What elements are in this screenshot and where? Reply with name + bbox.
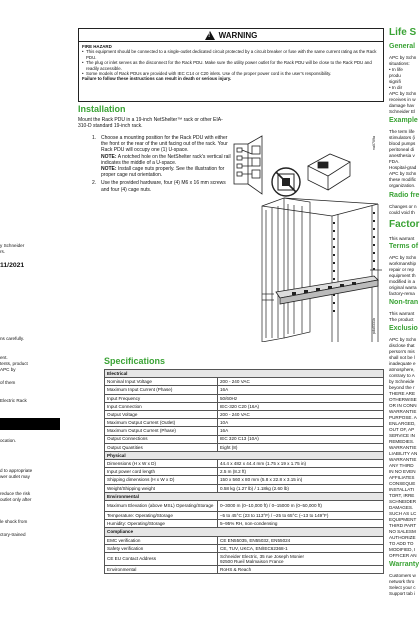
spec-value: 50/60Hz bbox=[218, 394, 384, 402]
right-column-text: situations: bbox=[389, 61, 410, 66]
right-column-text: REMEDIES. bbox=[389, 439, 415, 444]
warning-header bbox=[79, 29, 383, 42]
cage-nut-detail bbox=[234, 136, 262, 194]
right-column-heading: Example bbox=[389, 117, 418, 124]
right-column-text: organization. bbox=[389, 183, 416, 188]
right-column-text: contrary to A bbox=[389, 373, 415, 378]
right-page-column bbox=[388, 0, 420, 640]
spec-value: Eight (8) bbox=[218, 443, 384, 451]
right-column-text: WARRANTIE bbox=[389, 457, 417, 462]
right-column-text: MODIFIED, I bbox=[389, 547, 416, 552]
right-column-text: workmanship bbox=[389, 261, 417, 266]
spec-label: Humidity: Operating/Storage bbox=[105, 520, 218, 528]
cage-nut-correct-icon bbox=[308, 154, 350, 190]
right-column-text: OTHERWISE bbox=[389, 397, 417, 402]
spec-row bbox=[105, 435, 384, 443]
warning-bullet: • Some models of Rack PDUs are provided with IEC C14 or C20 inlets. Use of the proper power cord is the user's responsibility. bbox=[82, 71, 380, 76]
left-column-text: ocation. bbox=[0, 438, 17, 443]
right-column-text: APC by Schn bbox=[389, 91, 417, 96]
left-column-text: 11/2021 bbox=[0, 262, 25, 269]
spec-value: 200 - 240 VAC bbox=[218, 378, 384, 386]
right-column-text: peritoneal di bbox=[389, 147, 415, 152]
spec-value: Schneider Electric, 35 rue Joseph Monier 92500 Rueil Malmaison France bbox=[218, 552, 384, 565]
spec-value: CE EN55035, EN55032, EN55024 bbox=[218, 536, 384, 544]
right-column-text: modified in a bbox=[389, 279, 416, 284]
spec-row bbox=[105, 410, 384, 418]
spec-label: Temperature: Operating/Storage bbox=[105, 512, 218, 520]
right-column-heading: General bbox=[389, 43, 416, 50]
spec-value: 2.5 m (8.2 ft) bbox=[218, 468, 384, 476]
rack-installation-illustration bbox=[232, 106, 382, 342]
note-text: A notched hole on the NetShelter rack's vertical rail indicates the middle of a U-space. bbox=[101, 153, 231, 166]
right-column-text: Customers w bbox=[389, 573, 416, 578]
right-column-text: THERE ARE bbox=[389, 391, 416, 396]
right-column-text: produ bbox=[389, 73, 401, 78]
right-column-text: damage hav bbox=[389, 103, 415, 108]
spec-value: 0.58 kg (1.27 lb) / 1.18kg (2.60 lb) bbox=[218, 484, 384, 492]
spec-label: Shipping dimensions (H x W x D) bbox=[105, 476, 218, 484]
right-column-text: CONSEQUE bbox=[389, 481, 416, 486]
left-column-text: reduce the risk bbox=[0, 491, 31, 496]
right-column-text: The term life bbox=[389, 129, 415, 134]
right-column-text: OUT OF, AP bbox=[389, 427, 415, 432]
spec-row bbox=[105, 536, 384, 544]
right-column-text: The product bbox=[389, 317, 414, 322]
right-column-text: blood pumps bbox=[389, 141, 416, 146]
right-column-text: ANY THIRD bbox=[389, 463, 414, 468]
spec-label: Maximum Output Current (Outlet) bbox=[105, 419, 218, 427]
spec-label: Input power cord length bbox=[105, 468, 218, 476]
right-column-text: This warrant bbox=[389, 311, 415, 316]
step-1 bbox=[92, 135, 232, 178]
spec-row bbox=[105, 460, 384, 468]
right-column-text: Hospital-grad bbox=[389, 165, 417, 170]
spec-row bbox=[105, 552, 384, 565]
spec-row bbox=[105, 468, 384, 476]
right-column-text: by Schneide bbox=[389, 379, 415, 384]
spec-label: Output Quantities bbox=[105, 443, 218, 451]
left-column-text: y Schneider bbox=[0, 243, 25, 248]
spec-row bbox=[105, 378, 384, 386]
right-column-text: equipment th bbox=[389, 273, 416, 278]
warning-bullet: • This equipment should be connected to a single-outlet dedicated circuit protected by a circuit breaker or fuse with the same current rating as the Rack PDU. bbox=[82, 49, 380, 60]
spec-section-row bbox=[105, 451, 384, 459]
spec-label: Maximum Output Current (Phase) bbox=[105, 427, 218, 435]
hazard-label: FIRE HAZARD bbox=[82, 44, 112, 49]
right-column-heading: Terms of bbox=[389, 243, 419, 250]
left-column-text: APC by bbox=[0, 367, 16, 372]
spec-value: 5–95% RH, non-condensing bbox=[218, 520, 384, 528]
right-column-text: INSTALLATI bbox=[389, 487, 415, 492]
spec-row bbox=[105, 386, 384, 394]
rail-holes bbox=[333, 212, 375, 312]
warning-bullet: • The plug or inlet serves as the disconnect for the Rack PDU. Make sure the utility power outlet for the Rack PDU will be close to the Rack PDU and readily accessible. bbox=[82, 60, 380, 71]
spec-row bbox=[105, 443, 384, 451]
spec-section-label: Environmental bbox=[105, 492, 384, 500]
cage-nut-orientation-icon bbox=[272, 168, 300, 196]
step-text: Use the provided hardware, four (4) M6 x 16 mm screws and four (4) cage nuts. bbox=[101, 180, 226, 193]
right-column-text: signifi bbox=[389, 79, 401, 84]
left-column-text: ns carefully. bbox=[0, 336, 25, 341]
spec-section-label: Electrical bbox=[105, 370, 384, 378]
right-column-text: AFFILIATES bbox=[389, 475, 415, 480]
spec-label: Output Connections bbox=[105, 435, 218, 443]
left-column-text: rs. bbox=[0, 249, 6, 254]
right-column-text: beyond the r bbox=[389, 385, 415, 390]
right-column-text: LIABILITY AN bbox=[389, 451, 418, 456]
right-column-text: • In dir bbox=[389, 85, 403, 90]
left-column-text: Electric Rack bbox=[0, 398, 27, 403]
rack-frame bbox=[262, 198, 378, 342]
right-column-text: person's mis bbox=[389, 349, 415, 354]
right-column-text: APC by Schn bbox=[389, 55, 417, 60]
right-column-text: TO ADD TO bbox=[389, 541, 414, 546]
right-column-text: atmosphere, bbox=[389, 367, 415, 372]
spec-label: Weight/Shipping weight bbox=[105, 484, 218, 492]
spec-value: 10A bbox=[218, 419, 384, 427]
spec-row bbox=[105, 484, 384, 492]
right-column-text: shall not be l bbox=[389, 355, 415, 360]
spec-value: RoHS & Reach bbox=[218, 565, 384, 573]
spec-row bbox=[105, 419, 384, 427]
warning-title: WARNING bbox=[218, 30, 258, 40]
right-column-text: This warrant bbox=[389, 236, 415, 241]
rack-pdu-strip bbox=[276, 276, 378, 304]
right-column-text: Select your c bbox=[389, 585, 416, 590]
right-column-text: WARRANTIE bbox=[389, 409, 417, 414]
figure-code: na0709a bbox=[372, 136, 376, 150]
warning-triangle-icon: ! bbox=[205, 31, 215, 40]
figure-code: pdu0331b bbox=[372, 318, 376, 334]
spec-section-row bbox=[105, 370, 384, 378]
right-column-text: repair or rep bbox=[389, 267, 415, 272]
right-column-text: DAMAGES. bbox=[389, 505, 414, 510]
right-column-text: AUTHORIZE bbox=[389, 535, 416, 540]
note-label: NOTE: bbox=[101, 153, 117, 160]
warning-box bbox=[78, 28, 384, 102]
spec-value: CE, TUV, UKCA, EN/IEC62368-1 bbox=[218, 544, 384, 552]
spec-label: Safety verification bbox=[105, 544, 218, 552]
step-text: Choose a mounting position for the Rack PDU with either the front or the rear of the unit facing out of the rack. Your Rack PDU will occupy one (1) U-space. bbox=[101, 135, 228, 154]
installation-steps bbox=[92, 135, 232, 195]
spec-value: –5 to 45°C (23 to 113°F) / –25 to 65°C (–13 to 149°F) bbox=[218, 512, 384, 520]
right-column-heading: Non-tran bbox=[389, 299, 419, 306]
right-column-text: SERVICE IN bbox=[389, 433, 415, 438]
right-column-text: network thro bbox=[389, 579, 415, 584]
right-column-text: PURPOSE. A bbox=[389, 415, 417, 420]
spec-row bbox=[105, 520, 384, 528]
spec-row bbox=[105, 476, 384, 484]
installation-intro: Mount the Rack PDU in a 19-inch NetShelter™ rack or other EIA-310-D standard 19-inch rack. bbox=[78, 117, 223, 130]
spec-label: Output Voltage bbox=[105, 410, 218, 418]
right-column-text: THIRD PART bbox=[389, 523, 417, 528]
specifications-table bbox=[104, 369, 384, 574]
left-column-text: wer outlet may bbox=[0, 474, 30, 479]
spec-section-row bbox=[105, 528, 384, 536]
right-column-text: EQUIPMENT bbox=[389, 517, 417, 522]
spec-section-row bbox=[105, 492, 384, 500]
spec-label: CE EU Contact Address bbox=[105, 552, 218, 565]
left-column-text: of them bbox=[0, 380, 16, 385]
spec-row bbox=[105, 512, 384, 520]
spec-value: 200 - 240 VAC bbox=[218, 410, 384, 418]
right-column-text: anesthesia v bbox=[389, 153, 415, 158]
spec-label: Maximum Input Current (Phase) bbox=[105, 386, 218, 394]
left-column-text: tents, product bbox=[0, 361, 28, 366]
spec-label: Input Connection bbox=[105, 402, 218, 410]
left-column-text: ent. bbox=[0, 355, 8, 360]
right-column-text: OR IN CONN bbox=[389, 403, 417, 408]
right-column-text: these modific bbox=[389, 177, 417, 182]
spec-row bbox=[105, 394, 384, 402]
right-column-text: OFFICER AN bbox=[389, 553, 417, 558]
spec-row bbox=[105, 501, 384, 512]
left-column-text: d to appropriate bbox=[0, 468, 33, 473]
spec-value: 0–3000 m (0–10,000 ft) / 0–15000 m (0–50,000 ft) bbox=[218, 501, 384, 512]
left-column-text: le shock from bbox=[0, 519, 28, 524]
spec-row bbox=[105, 565, 384, 573]
right-column-text: TORT, IRRE bbox=[389, 493, 415, 498]
right-column-text: original warra bbox=[389, 285, 417, 290]
step-2 bbox=[92, 180, 232, 192]
spec-label: Dimensions (H x W x D) bbox=[105, 460, 218, 468]
spec-label: Input Frequency bbox=[105, 394, 218, 402]
spec-label: Maximum Elevation (above MSL) Operating/Storage bbox=[105, 501, 218, 512]
right-column-text: Changes or n bbox=[389, 204, 417, 209]
right-column-text: inadequate e bbox=[389, 361, 416, 366]
spec-label: EMC verification bbox=[105, 536, 218, 544]
right-column-text: stimulators (i bbox=[389, 135, 416, 140]
spec-label: Nominal Input Voltage bbox=[105, 378, 218, 386]
right-column-text: factory-rema bbox=[389, 291, 415, 296]
right-column-text: WARRANTIE bbox=[389, 445, 417, 450]
spec-section-label: Compliance bbox=[105, 528, 384, 536]
spec-row bbox=[105, 544, 384, 552]
left-page-column bbox=[0, 0, 60, 640]
right-column-heading: Exclusio bbox=[389, 325, 418, 332]
right-column-text: SUCH AS LC bbox=[389, 511, 417, 516]
right-column-text: IN NO EVEN bbox=[389, 469, 416, 474]
warning-body bbox=[79, 42, 383, 84]
specifications-heading: Specifications bbox=[104, 356, 166, 366]
right-column-text: ENLARGED, bbox=[389, 421, 416, 426]
spec-value: 150 x 560 x 80 mm (5.8 x 22.8 x 3.15 in) bbox=[218, 476, 384, 484]
right-column-heading: Warranty bbox=[389, 561, 420, 568]
right-column-text: could void th bbox=[389, 210, 415, 215]
black-header-bar bbox=[0, 418, 60, 430]
step-number: 2. bbox=[92, 180, 97, 187]
warning-list bbox=[82, 49, 380, 76]
spec-value: IEC-320 C20 (16A) bbox=[218, 402, 384, 410]
spec-value: 16A bbox=[218, 427, 384, 435]
right-column-text: NO SALESM bbox=[389, 529, 416, 534]
right-column-text: Schneider El bbox=[389, 109, 416, 114]
right-column-heading: Factor bbox=[389, 219, 420, 230]
spec-value: 16A bbox=[218, 386, 384, 394]
spec-row bbox=[105, 427, 384, 435]
right-column-heading: Radio fre bbox=[389, 192, 420, 199]
right-column-text: receives in w bbox=[389, 97, 416, 102]
left-column-text: ctory-trained bbox=[0, 532, 26, 537]
right-column-text: SCHNEIDER bbox=[389, 499, 417, 504]
right-column-text: Support tab i bbox=[389, 591, 416, 596]
spec-section-label: Physical bbox=[105, 451, 384, 459]
spec-value: 44.4 x 482 x 44.4 mm (1.75 x 19 x 1.75 in) bbox=[218, 460, 384, 468]
right-column-text: • In life bbox=[389, 67, 403, 72]
warning-failure-text: Failure to follow these instructions can result in death or serious injury. bbox=[82, 76, 232, 82]
right-column-text: APC by Schn bbox=[389, 171, 417, 176]
right-column-heading: Life S bbox=[389, 27, 417, 38]
note-text: Install cage nuts properly. See the illustration for proper cage nut orientation. bbox=[101, 166, 225, 179]
right-column-text: FDA. bbox=[389, 159, 400, 164]
installation-heading: Installation bbox=[78, 104, 126, 114]
right-column-text: APC by Schn bbox=[389, 337, 417, 342]
right-column-text: disclose that bbox=[389, 343, 415, 348]
left-column-text: outlet only after bbox=[0, 497, 32, 502]
note-label: NOTE: bbox=[101, 166, 117, 173]
right-column-text: APC by Schn bbox=[389, 255, 417, 260]
step-number: 1. bbox=[92, 135, 97, 141]
spec-label: Environmental bbox=[105, 565, 218, 573]
spec-row bbox=[105, 402, 384, 410]
spec-value: IEC 320 C13 (10A) bbox=[218, 435, 384, 443]
